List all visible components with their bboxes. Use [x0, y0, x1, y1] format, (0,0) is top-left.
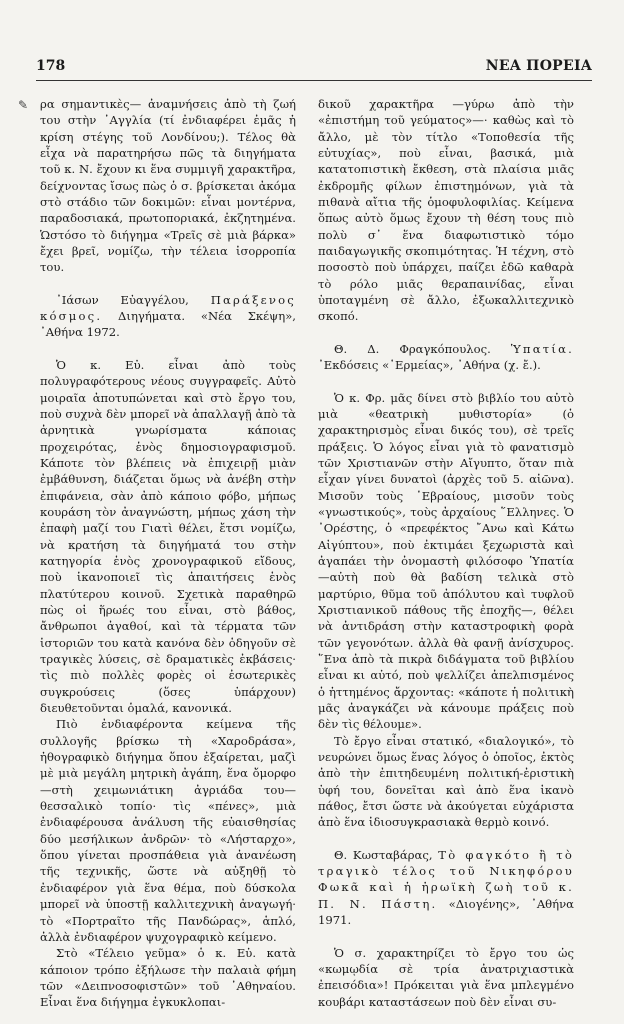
book-author: ᾿Ιάσων Εὐαγγέλου,	[56, 292, 189, 307]
margin-mark-icon: ✎	[18, 98, 29, 112]
review-heading	[40, 292, 296, 341]
book-author: Θ. Κωσταβάρας,	[334, 847, 433, 862]
review-heading	[318, 341, 574, 374]
review-heading	[318, 847, 574, 929]
review-paragraph: Ὁ κ. Φρ. μᾶς δίνει στὸ βιβλίο του αὐτὸ μιὰ «θεατρικὴ μυθιστορία» (ὁ χαρακτηρισμὸς εἶναι δικός του), σὲ τρεῖς πράξεις. Ὁ λόγος εἶναι γιὰ τὸ φανατισμὸ τῶν Χριστιανῶν στὴν Αἴγυπτο, ὅταν πιὰ εἶχαν γίνει δυνατοὶ (ἀρχὲς τοῦ 5. αἰῶνα). Μισοῦν τοὺς ῾Εβραίους, μισοῦν τοὺς «γνωστικούς», τοὺς ἀρχαίους ῞Ελληνες. Ὁ ᾿Ορέστης, ὁ «πρεφέκτος ῎Ανω καὶ Κάτω Αἰγύπτου», ποὺ ἐκτιμάει ξεχωριστὰ καὶ ἀγαπάει τὴν ὀνομαστὴ φιλόσοφο Ὑπατία —αὐτὴ ποὺ θὰ βαδίση τελικὰ στὸ μαρτύριο, θῦμα τοῦ ἀπόλυτου καὶ τυφλοῦ Χριστιανικοῦ πάθους τῆς ἐποχῆς—, θέλει νὰ ἀντιδράση στὴν καταστροφικὴ φορὰ τῶν γεγονότων. ἀλλὰ θὰ φανῇ ἀνίσχυρος. ῞Ενα ἀπὸ τὰ πικρὰ διδάγματα τοῦ βιβλίου εἶναι κι αὐτό, ποὺ ψελλίζει ἀπελπισμένος ὁ ἡττημένος ἄρχοντας: «κάποτε ἡ πολιτικὴ μᾶς ἀναγκάζει νὰ κάνουμε πράξεις ποὺ δὲν τὶς θέλουμε».	[318, 390, 574, 732]
review-paragraph: Στὸ «Τέλειο γεῦμα» ὁ κ. Εὐ. κατὰ κάποιον τρόπο ἐξήλωσε τὴν παλαιὰ φήμη τῶν «Δειπνοσοφιστῶν» τοῦ ᾿Αθηναίου. Εἶναι ἕνα διήγημα ἐγκυκλοπαι-	[40, 946, 296, 1010]
book-title: Ὑπατία.	[510, 341, 575, 356]
left-column	[40, 96, 296, 1011]
book-author: Θ. Δ. Φραγκόπουλος.	[334, 341, 491, 356]
review-paragraph: ρα σημαντικὲς— ἀναμνήσεις ἀπὸ τὴ ζωή του στὴν ᾿Αγγλία (τί ἐνδιαφέρει ἐμᾶς ἡ κρίση στέγης τοῦ Λονδίνου;). Τέλος θὰ εἶχα νὰ παρατηρήσω πῶς τὰ διηγήματα τοῦ κ. Ν. ἔχουν κι ἕνα συμμιγῆ χαρακτῆρα, δείχνοντας ἴσως πὼς ὁ σ. βρίσκεται ἀκόμα στὸ στάδιο τῶν δοκιμῶν: εἶναι μοντέρνα, παραδοσιακά, πρωτοποριακά, ἐκζητημένα. Ὡστόσο τὸ διήγημα «Τρεῖς σὲ μιὰ βάρκα» ἔχει βρεῖ, νομίζω, τὴν τέλεια ἰσορροπία του.	[40, 97, 296, 275]
review-paragraph: Πιὸ ἐνδιαφέροντα κείμενα τῆς συλλογῆς βρίσκω τὴ «Χαροδράσα», ἠθογραφικὸ διήγημα ὅπου ἐξαίρεται, μαζὶ μὲ μιὰ μεγάλη μητρικὴ ἀγάπη, ἕνα ὄμορφο —στὴ χειμωνιάτικη ἀγριάδα του— θεσσαλικὸ τοπίο· τὶς «πένες», μιὰ ἐνδιαφέρουσα ἀνάλυση τῆς εὐαισθησίας δύο μεσήλικων ἀνδρῶν· τὸ «Λήσταρχο», ὅπου γίνεται προσπάθεια γιὰ ἀνανέωση τῆς τεχνικῆς, ὥστε νὰ αὐξηθῇ τὸ ἐνδιαφέρον γιὰ ἕνα θέμα, ποὺ δύσκολα μπορεῖ νὰ ὑποστῇ καλλιτεχνικὴ ἀναγωγή· τὸ «Πορτραῖτο τῆς Πανδώρας», ἁπλό, ἀλλὰ ἐνδιαφέρον ψυχογραφικὸ κείμενο.	[40, 717, 296, 944]
right-column	[318, 96, 574, 1010]
page-header	[36, 58, 592, 81]
review-paragraph: δικοῦ χαρακτῆρα —γύρω ἀπὸ τὴν «ἐπιστήμη τοῦ γεύματος»—· καθὼς καὶ τὸ ἄλλο, μὲ τὸν τίτλο «Τοποθεσία τῆς εὐτυχίας», ποὺ εἶναι, βασικά, μιὰ κατατοπιστικὴ ἔκθεση, στὰ πλαίσια μιᾶς ἐκδρομῆς φίλων ἐπιστημόνων, γιὰ τὰ πιθανὰ αἴτια τῆς ὁμοφυλοφιλίας. Κείμενα ὅπως αὐτὸ ὅμως ἔχουν τὴ θέση τους πιὸ πολὺ σ᾿ ἕνα διαφωτιστικὸ τόμο παιδαγωγικῆς σκοπιμότητας. Ἡ τέχνη, στὸ ποσοστὸ ποὺ ὑπάρχει, παίζει ἐδῶ καθαρὰ τὸ ρόλο μιᾶς θεραπαινίδας, εἶναι ὑποταγμένη σὲ ἄλλο, ἐξωκαλλιτεχνικὸ σκοπό.	[318, 97, 574, 324]
book-publication: ᾿Εκδόσεις «῾Ερμείας», ᾿Αθήνα (χ. ἔ.).	[318, 358, 541, 373]
book-title: Παράξενος κόσμος.	[40, 292, 297, 324]
book-title: Τὸ φαγκότο ἢ τὸ τραγικὸ τέλος τοῦ Νικηφόρου Φωκᾶ καὶ ἡ ἡρωϊκὴ ζωὴ τοῦ κ. Π. Ν. Πάστη.	[318, 847, 574, 911]
journal-title: ΝΕΑ ΠΟΡΕΙΑ	[485, 58, 592, 74]
book-publication: Διηγήματα. «Νέα Σκέψη», ᾿Αθήνα 1972.	[40, 309, 296, 340]
review-paragraph: Ὁ σ. χαρακτηρίζει τὸ ἔργο του ὡς «κωμῳδία σὲ τρία ἀνατριχιαστικὰ ἐπεισόδια»! Πρόκειται γιὰ ἕνα μπλεγμένο κουβάρι καταστάσεων ποὺ δὲν εἶναι συ-	[318, 945, 574, 1009]
book-publication: «Διογένης», ᾿Αθήνα 1971.	[318, 896, 574, 928]
review-paragraph: Τὸ ἔργο εἶναι στατικό, «διαλογικό», τὸ νευρώνει ὅμως ἕνας λόγος ὁ ὁποῖος, ἐκτὸς ἀπὸ τὴν ἐπιτηδευμένη πολιτική-ἐριστικὴ ὑφή του, δονεῖται καὶ ἀπὸ ἕνα ἱκανὸ πάθος, ἔτσι ὥστε νὰ ἀκούγεται εὐχάριστα ἀπὸ ἕνα ἰδιοσυγκρασιακὰ θερμὸ κοινό.	[318, 733, 574, 830]
page-number: 178	[36, 58, 66, 74]
review-paragraph: Ὁ κ. Εὐ. εἶναι ἀπὸ τοὺς πολυγραφότερους νέους συγγραφεῖς. Αὐτὸ μοιραῖα ἀποτυπώνεται καὶ στὸ ἔργο του, ποὺ συχνὰ δὲν μπορεῖ νὰ ἀπαλλαγῇ ἀπὸ τὰ ἀρνητικὰ γνωρίσματα κάποιας προχειρότας, ἑνὸς δημοσιογραφισμοῦ. Κάποτε τὸν βλέπεις νὰ ἐπιχειρῇ μιὰν ἐμβάθυνση, διάζεται ὅμως νὰ ἀνέβη στὴν ἐπιφάνεια, σὰν ἀπὸ κάποιο φόβο, μήπως κουράση τὸν ἀναγνώστη, μήπως χάση τὴν ἐπαφὴ μαζί του Γιατὶ θέλει, ἔτσι νομίζω, νὰ κρατήση τὰ διηγήματά του στὴν κατηγορία ἑνὸς χρονογραφικοῦ εἴδους, ποὺ ἱκανοποιεῖ τὶς ἀπαιτήσεις ἑνὸς πλατύτερου κοινοῦ. Σχετικὰ παραθηρῶ πὼς οἱ ἥρωές του εἶναι, στὸ βάθος, ἄνθρωποι ἀγαθοί, καὶ τὰ τέρματα τῶν ἱστοριῶν του κατὰ κανόνα δὲν ὁδηγοῦν σὲ τραγικὲς λύσεις, σὲ δραματικὲς ἐκβάσεις· τὶς πιὸ πολλὲς φορὲς οἱ ἐσωτερικὲς συγκρούσεις (ὅσες ὑπάρχουν) διευθετοῦνται ὁμαλά, κανονικά.	[40, 357, 296, 716]
